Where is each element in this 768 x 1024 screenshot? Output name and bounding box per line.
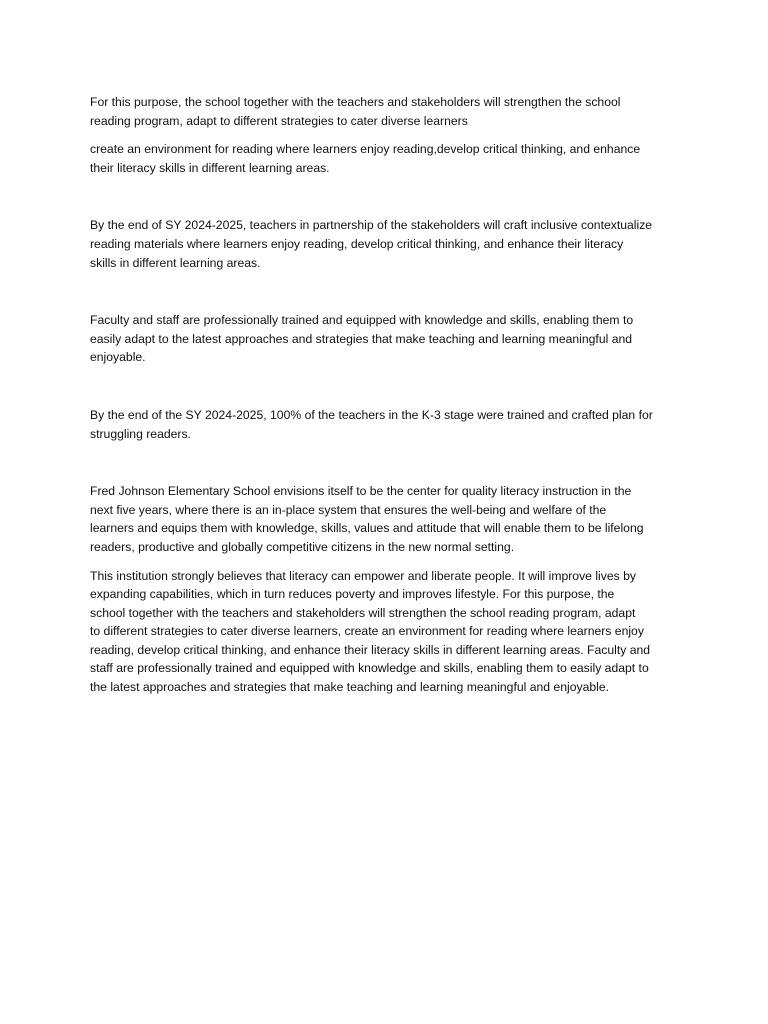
document-page — [90, 93, 680, 697]
paragraph-purpose-strengthen-program: For this purpose, the school together with the teachers and stakeholders will strengthen the school reading program, adapt to different strategies to cater diverse learners — [90, 95, 621, 128]
paragraph-goal-reading-materials: By the end of SY 2024-2025, teachers in partnership of the stakeholders will craft inclusive contextualize reading materials where learners enjoy reading, develop critical thinking, and enhance their literacy skills in different learning areas. — [90, 218, 653, 270]
paragraph-goal-teacher-training: By the end of the SY 2024-2025, 100% of the teachers in the K-3 stage were trained and crafted plan for struggling readers. — [90, 407, 653, 441]
paragraph-faculty-training: Faculty and staff are professionally trained and equipped with knowledge and skills, enabling them to easily adapt to the latest approaches and strategies that make teaching and learning meaningful and enjoyable. — [90, 313, 634, 365]
paragraph-reading-environment: create an environment for reading where learners enjoy reading,develop critical thinking, and enhance their literacy skills in different learning areas. — [90, 142, 641, 175]
paragraph-mission: This institution strongly believes that literacy can empower and liberate people. It will improve lives by expanding capabilities, which in turn reduces poverty and improves lifestyle. For this purpose, the school together with the teachers and stakeholders will strengthen the school reading program, adapt to different strategies to cater diverse learners, create an environment for reading where learners enjoy reading, develop critical thinking, and enhance their literacy skills in different learning areas. Faculty and staff are professionally trained and equipped with knowledge and skills, enabling them to easily adapt to the latest approaches and strategies that make teaching and learning meaningful and enjoyable. — [90, 568, 651, 695]
paragraph-vision: Fred Johnson Elementary School envisions itself to be the center for quality literacy instruction in the next five years, where there is an in-place system that ensures the well-being and welfare of the learners and equips them with knowledge, skills, values and attitude that will enable them to be lifelong readers, productive and globally competitive citizens in the new normal setting. — [90, 484, 644, 554]
